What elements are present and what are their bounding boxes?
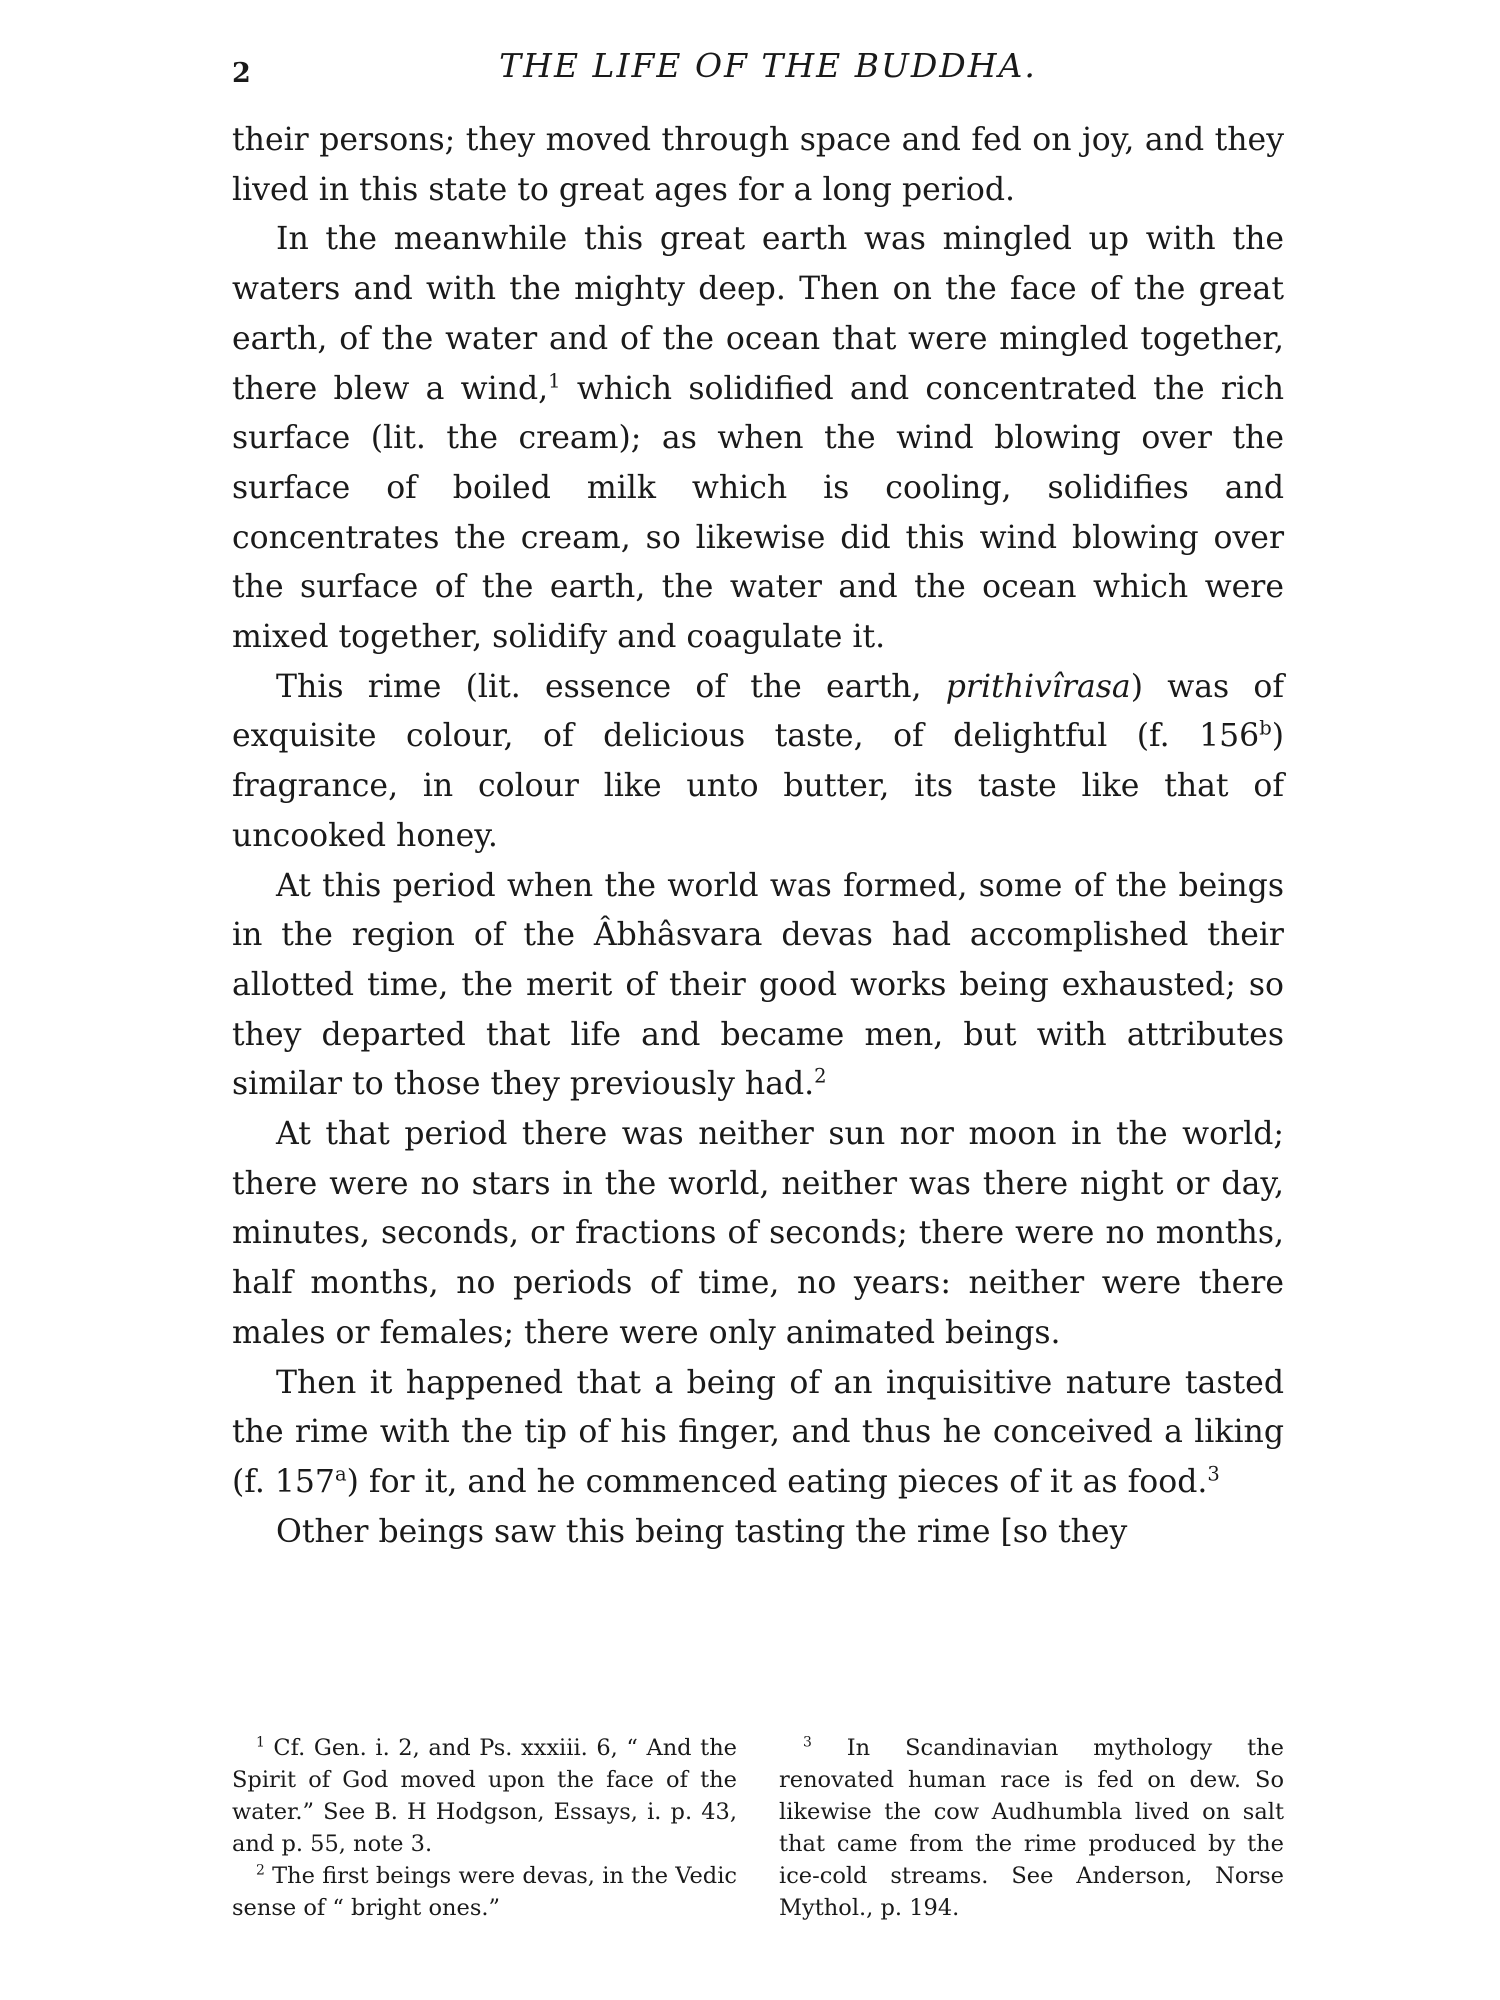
footnote-2 bbox=[232, 1860, 737, 1924]
folio-superscript: a bbox=[334, 1462, 347, 1486]
footnote-1 bbox=[232, 1732, 737, 1860]
paragraph-3 bbox=[232, 663, 1284, 862]
paragraph-1-text: their persons; they moved through space and fed on joy, and they lived in this state to great ages for a long period. bbox=[232, 122, 1284, 208]
paragraph-3-text-a: This rime (lit. essence of the earth, bbox=[276, 668, 946, 705]
paragraph-7 bbox=[232, 1508, 1284, 1558]
paragraph-3-text-c: ) fragrance, in colour like unto butter, its taste like that of uncooked honey. bbox=[232, 718, 1284, 854]
paragraph-7-text: Other beings saw this being tasting the rime [so they bbox=[276, 1513, 1128, 1550]
footnote-1-text: Cf. Gen. i. 2, and Ps. xxxiii. 6, “ And the Spirit of God moved upon the face of the water.” See B. H Hodgson, Essays, i. p. 43, and p. 55, note 3. bbox=[232, 1735, 737, 1857]
paragraph-5-text: At that period there was neither sun nor moon in the world; there were no stars in the world, neither was there night or day, minutes, seconds, or fractions of seconds; there were no months, half months, no periods of time, no years: neither were there males or females; there were only animated beings. bbox=[232, 1116, 1284, 1351]
paragraph-5 bbox=[232, 1110, 1284, 1359]
footnote-2-text: The first beings were devas, in the Vedic sense of “ bright ones.” bbox=[232, 1863, 737, 1921]
footnote-3 bbox=[779, 1732, 1284, 1924]
paragraph-2-text-a: In the meanwhile this great earth was mingled up with the waters and with the mighty deep. Then on the face of the great earth, of the water and of the ocean that were mingled together, there blew a wind, bbox=[232, 221, 1284, 407]
paragraph-4-text: At this period when the world was formed, some of the beings in the region of the Âbhâsvara devas had accomplished their allotted time, the merit of their good works being exhausted; so they departed that life and became men, but with attributes similar to those they previously had. bbox=[232, 867, 1284, 1103]
footnote-3-number: 3 bbox=[803, 1734, 812, 1751]
footnotes bbox=[232, 1732, 1284, 1924]
paragraph-1 bbox=[232, 116, 1284, 215]
page-number: 2 bbox=[232, 58, 251, 89]
sanskrit-term: prithivîrasa bbox=[945, 668, 1131, 705]
page-header bbox=[232, 46, 1284, 100]
paragraph-4 bbox=[232, 862, 1284, 1111]
footnotes-right-column bbox=[779, 1732, 1284, 1924]
footnote-2-number: 2 bbox=[256, 1862, 265, 1879]
footnote-ref-2: 2 bbox=[814, 1064, 827, 1088]
footnote-3-text: In Scandinavian mythology the renovated human race is fed on dew. So likewise the cow Audhumbla lived on salt that came from the rime produced by the ice-cold streams. See Anderson, Norse Mythol., p. 194. bbox=[779, 1735, 1284, 1921]
folio-superscript: b bbox=[1259, 716, 1272, 740]
running-title: THE LIFE OF THE BUDDHA. bbox=[499, 46, 1037, 85]
paragraph-3-text-b: ) was of exquisite colour, of delicious taste, of delightful (f. 156 bbox=[232, 668, 1284, 755]
footnote-ref-1: 1 bbox=[548, 369, 561, 393]
footnotes-left-column bbox=[232, 1732, 737, 1924]
body-text bbox=[232, 116, 1284, 1557]
paragraph-6-text-b: ) for it, and he commenced eating pieces of it as food. bbox=[346, 1463, 1208, 1500]
footnote-1-number: 1 bbox=[256, 1734, 265, 1751]
paragraph-6-text-a: Then it happened that a being of an inquisitive nature tasted the rime with the tip of his finger, and thus he conceived a liking (f. 157 bbox=[232, 1364, 1284, 1500]
paragraph-2 bbox=[232, 215, 1284, 662]
paragraph-2-text-b: which solidified and concentrated the rich surface (lit. the cream); as when the wind blowing over the surface of boiled milk which is cooling, solidifies and concentrates the cream, so likewise did this wind blowing over the surface of the earth, the water and the ocean which were mixed together, solidify and coagulate it. bbox=[232, 370, 1284, 656]
paragraph-6 bbox=[232, 1359, 1284, 1508]
footnote-ref-3: 3 bbox=[1207, 1462, 1220, 1486]
